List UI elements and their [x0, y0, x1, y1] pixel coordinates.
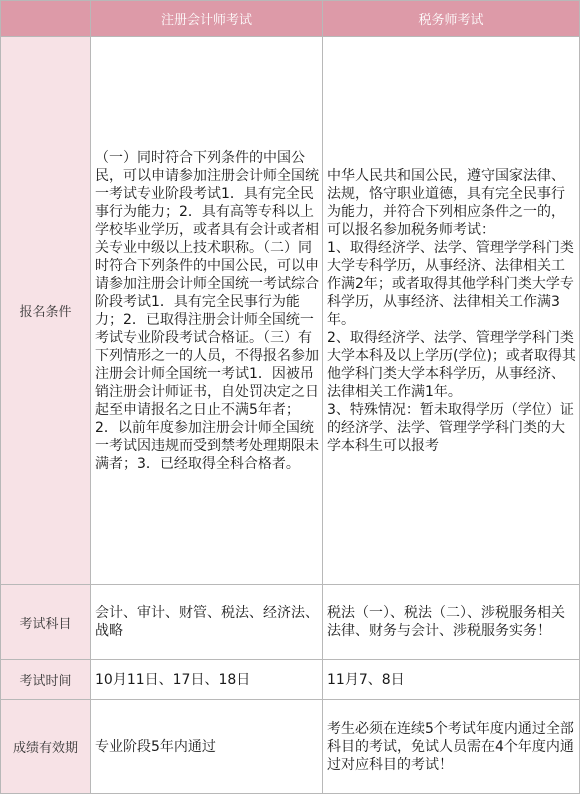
requirements-row	[0, 37, 580, 585]
cpa-subjects-cell	[91, 585, 323, 660]
cpa-validity-text: 专业阶段5年内通过	[95, 738, 216, 755]
tax-requirements-text: 中华人民共和国公民，遵守国家法律、法规，恪守职业道德，具有完全民事行为能力，并符合下列相应条件之一的，可以报名参加税务师考试： 1、取得经济学、法学、管理学学科门类大学专科学历，从事经济、法律相关工作满2年；或者取得其他学科门类大学专科学历，从事经济、法律相关工作满3年。 2、取得经济学、法学、管理学学科门类大学本科及以上学历(学位)；或者取得其他学科门类大学本科学历，从事经济、法律相关工作满1年。 3、特殊情况：暂未取得学历（学位）证的经济学、法学、管理学学科门类的大学本科生可以报考	[327, 167, 576, 454]
header-corner-cell	[0, 0, 91, 37]
cpa-validity-cell	[91, 700, 323, 794]
tax-time-cell	[323, 660, 580, 700]
tax-validity-cell	[323, 700, 580, 794]
tax-subjects-cell	[323, 585, 580, 660]
tax-time-text: 11月7、8日	[327, 671, 405, 688]
header-tax-exam: 税务师考试	[323, 0, 580, 37]
cpa-requirements-cell	[91, 37, 323, 585]
tax-validity-text: 考生必须在连续5个考试年度内通过全部科目的考试，免试人员需在4个年度内通过对应科目的考试！	[327, 720, 574, 773]
requirements-label: 报名条件	[0, 37, 91, 585]
header-cpa-exam: 注册会计师考试	[91, 0, 323, 37]
tax-requirements-cell	[323, 37, 580, 585]
subjects-row	[0, 585, 580, 660]
cpa-time-cell	[91, 660, 323, 700]
tax-subjects-text: 税法（一）、税法（二）、涉税服务相关法律、财务与会计、涉税服务实务！	[327, 605, 565, 639]
time-label: 考试时间	[0, 660, 91, 700]
cpa-time-text: 10月11日、17日、18日	[95, 671, 251, 688]
validity-label: 成绩有效期	[0, 700, 91, 794]
subjects-label: 考试科目	[0, 585, 91, 660]
cpa-requirements-text: （一）同时符合下列条件的中国公民，可以申请参加注册会计师全国统一考试专业阶段考试1．具有完全民事行为能力；2．具有高等专科以上学校毕业学历，或者具有会计或者相关专业中级以上技术职称。（二）同时符合下列条件的中国公民，可以申请参加注册会计师全国统一考试综合阶段考试1．具有完全民事行为能力；2．已取得注册会计师全国统一考试专业阶段考试合格证。（三）有下列情形之一的人员，不得报名参加注册会计师全国统一考试1．因被吊销注册会计师证书，自处罚决定之日起至申请报名之日止不满5年者；2．以前年度参加注册会计师全国统一考试因违规而受到禁考处理期限未满者；3．已经取得全科合格者。	[95, 149, 319, 472]
cpa-subjects-text: 会计、审计、财管、税法、经济法、战略	[95, 605, 319, 639]
validity-row	[0, 700, 580, 794]
header-row	[0, 0, 580, 37]
time-row	[0, 660, 580, 700]
